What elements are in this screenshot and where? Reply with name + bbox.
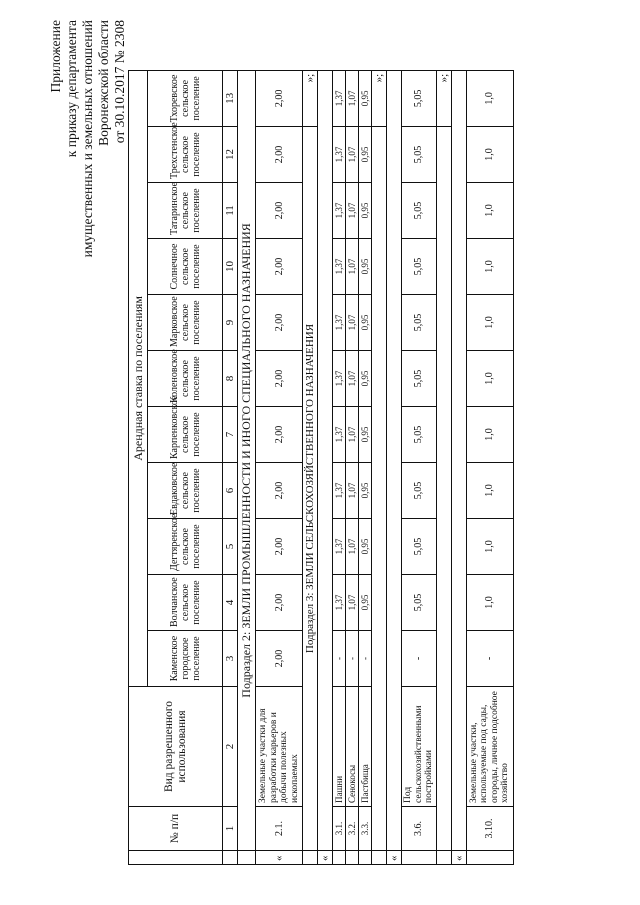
rate-cell: 2,00 xyxy=(256,631,303,687)
col-num-header: № п/п xyxy=(129,807,223,851)
row-name: Земельные участки для разработки карьеров и добычи полезных ископаемых xyxy=(256,687,303,807)
table-row xyxy=(402,70,437,864)
rate-cell: 1,07 xyxy=(346,70,359,126)
rate-cell: 2,00 xyxy=(256,239,303,295)
rate-cell: 5,05 xyxy=(402,295,437,351)
col-name-header: Вид разрешенного использования xyxy=(129,687,223,807)
rate-cell: 0,95 xyxy=(359,239,372,295)
col-number: 11 xyxy=(223,183,238,239)
rate-cell: 0,95 xyxy=(359,407,372,463)
section-2-title: Подраздел 2: ЗЕМЛИ ПРОМЫШЛЕННОСТИ И ИНОГО СПЕЦИАЛЬНОГО НАЗНАЧЕНИЯ xyxy=(238,70,256,850)
rate-cell: 1,0 xyxy=(466,407,513,463)
col-number: 3 xyxy=(223,631,238,687)
open-quote: « xyxy=(387,851,402,865)
rate-cell: 1,0 xyxy=(466,463,513,519)
rate-cell: 1,0 xyxy=(466,70,513,126)
rate-cell: 1,37 xyxy=(333,239,346,295)
rate-cell: 2,00 xyxy=(256,70,303,126)
rate-cell: 1,0 xyxy=(466,295,513,351)
rate-cell: - xyxy=(466,631,513,687)
rate-cell: 1,07 xyxy=(346,183,359,239)
table-row xyxy=(256,70,303,864)
col-number: 8 xyxy=(223,351,238,407)
prefix-spacer xyxy=(129,851,223,865)
table-row xyxy=(346,70,359,864)
rate-cell: 0,95 xyxy=(359,183,372,239)
section-2-row xyxy=(238,70,256,864)
rate-cell: 0,95 xyxy=(359,519,372,575)
rate-cell: 0,95 xyxy=(359,351,372,407)
col-number: 12 xyxy=(223,127,238,183)
settlement-header-11: Татаринское сельское поселение xyxy=(148,183,223,239)
rate-cell: 1,37 xyxy=(333,127,346,183)
document-header xyxy=(48,20,128,257)
rate-cell: 1,07 xyxy=(346,127,359,183)
table-row xyxy=(359,70,372,864)
close-quote: »; xyxy=(436,70,451,126)
rate-cell: 1,07 xyxy=(346,239,359,295)
row-name: Земельные участки, используемые под сады, огороды, личное подсобное хозяйство xyxy=(466,687,513,807)
rate-cell: 5,05 xyxy=(402,183,437,239)
section-3-title: Подраздел 3: ЗЕМЛИ СЕЛЬСКОХОЗЯЙСТВЕННОГО НАЗНАЧЕНИЯ xyxy=(303,127,318,851)
rate-cell: 1,37 xyxy=(333,351,346,407)
row-number: 3.1. xyxy=(333,807,346,851)
rate-cell: 1,37 xyxy=(333,70,346,126)
settlement-header-12: Трехстенское сельское поселение xyxy=(148,127,223,183)
col-number: 7 xyxy=(223,407,238,463)
settlement-header-6: Евдаковское сельское поселение xyxy=(148,463,223,519)
rate-cell: - xyxy=(402,631,437,687)
settlement-header-7: Карпенковское сельское поселение xyxy=(148,407,223,463)
rate-cell: 1,37 xyxy=(333,407,346,463)
rate-cell: 1,0 xyxy=(466,239,513,295)
rate-cell: 5,05 xyxy=(402,463,437,519)
row-number: 3.6. xyxy=(402,807,437,851)
close-quote: »; xyxy=(303,70,318,126)
rate-title: Арендная ставка по поселениям xyxy=(129,70,148,686)
settlement-header-8: Коленовское сельское поселение xyxy=(148,351,223,407)
rate-cell: 1,37 xyxy=(333,575,346,631)
rate-cell: 1,07 xyxy=(346,575,359,631)
open-quote: « xyxy=(451,851,466,865)
rate-cell: - xyxy=(346,631,359,687)
rate-cell: 0,95 xyxy=(359,127,372,183)
header-line-2: к приказу департамента xyxy=(64,20,79,158)
open-quote: « xyxy=(256,851,303,865)
settlement-header-9: Марковское сельское поселение xyxy=(148,295,223,351)
column-number-row xyxy=(223,70,238,864)
rate-cell: 1,37 xyxy=(333,519,346,575)
rate-cell: 1,07 xyxy=(346,519,359,575)
rate-cell: 5,05 xyxy=(402,519,437,575)
rate-cell: 0,95 xyxy=(359,70,372,126)
header-line-5: от 30.10.2017 № 2308 xyxy=(112,20,127,144)
rate-cell: 1,0 xyxy=(466,351,513,407)
table-row xyxy=(333,70,346,864)
rate-cell: 1,37 xyxy=(333,183,346,239)
rate-cell: 2,00 xyxy=(256,127,303,183)
rate-cell: 0,95 xyxy=(359,575,372,631)
row-name: Пастбища xyxy=(359,687,372,807)
col-number: 2 xyxy=(223,687,238,807)
section-3-row xyxy=(303,70,318,864)
rate-cell: 1,37 xyxy=(333,295,346,351)
col-number: 1 xyxy=(223,807,238,851)
col-number: 5 xyxy=(223,519,238,575)
row-name: Пашни xyxy=(333,687,346,807)
rate-cell: 5,05 xyxy=(402,351,437,407)
row-number: 2.1. xyxy=(256,807,303,851)
rate-cell: 1,0 xyxy=(466,183,513,239)
header-line-4: Воронежской области xyxy=(96,20,111,146)
rate-cell: 1,0 xyxy=(466,519,513,575)
settlement-header-3: Каменское городское поселение xyxy=(148,631,223,687)
rate-cell: 5,05 xyxy=(402,70,437,126)
rate-cell: 2,00 xyxy=(256,463,303,519)
close-quote: »; xyxy=(372,70,387,126)
settlement-header-13: Тхоревское сельское поселение xyxy=(148,70,223,126)
header-line-3: имущественных и земельных отношений xyxy=(80,20,95,258)
col-number: 9 xyxy=(223,295,238,351)
row-name: Под сельскохозяйственными постройками xyxy=(402,687,437,807)
open-quote: « xyxy=(318,851,333,865)
rate-cell: 5,05 xyxy=(402,575,437,631)
rate-cell: 1,0 xyxy=(466,127,513,183)
rate-cell: 5,05 xyxy=(402,407,437,463)
rate-cell: 2,00 xyxy=(256,295,303,351)
settlement-header-10: Солнечное сельское поселение xyxy=(148,239,223,295)
rate-cell: 1,0 xyxy=(466,575,513,631)
col-number: 6 xyxy=(223,463,238,519)
row-number: 3.10. xyxy=(466,807,513,851)
row-number: 3.2. xyxy=(346,807,359,851)
rates-table xyxy=(128,70,514,865)
col-number: 10 xyxy=(223,239,238,295)
rate-cell: 1,07 xyxy=(346,407,359,463)
col-number: 13 xyxy=(223,70,238,126)
rate-cell: 2,00 xyxy=(256,351,303,407)
rate-cell: 1,07 xyxy=(346,295,359,351)
rate-cell: - xyxy=(359,631,372,687)
rate-cell: 2,00 xyxy=(256,575,303,631)
rate-cell: 2,00 xyxy=(256,183,303,239)
rate-cell: 5,05 xyxy=(402,239,437,295)
header-row-1 xyxy=(129,70,148,864)
rate-cell: 1,37 xyxy=(333,463,346,519)
rate-cell: 2,00 xyxy=(256,519,303,575)
row-name: Сенокосы xyxy=(346,687,359,807)
rate-cell: 2,00 xyxy=(256,407,303,463)
table-row xyxy=(466,70,513,864)
rate-cell: 1,07 xyxy=(346,351,359,407)
rate-cell: 0,95 xyxy=(359,295,372,351)
rate-cell: 1,07 xyxy=(346,463,359,519)
settlement-header-5: Дегтяренское сельское поселение xyxy=(148,519,223,575)
col-number: 4 xyxy=(223,575,238,631)
rate-cell: 0,95 xyxy=(359,463,372,519)
header-line-1: Приложение xyxy=(48,20,63,93)
rate-cell: - xyxy=(333,631,346,687)
settlement-header-4: Волчанское сельское поселение xyxy=(148,575,223,631)
row-number: 3.3. xyxy=(359,807,372,851)
rate-cell: 5,05 xyxy=(402,127,437,183)
